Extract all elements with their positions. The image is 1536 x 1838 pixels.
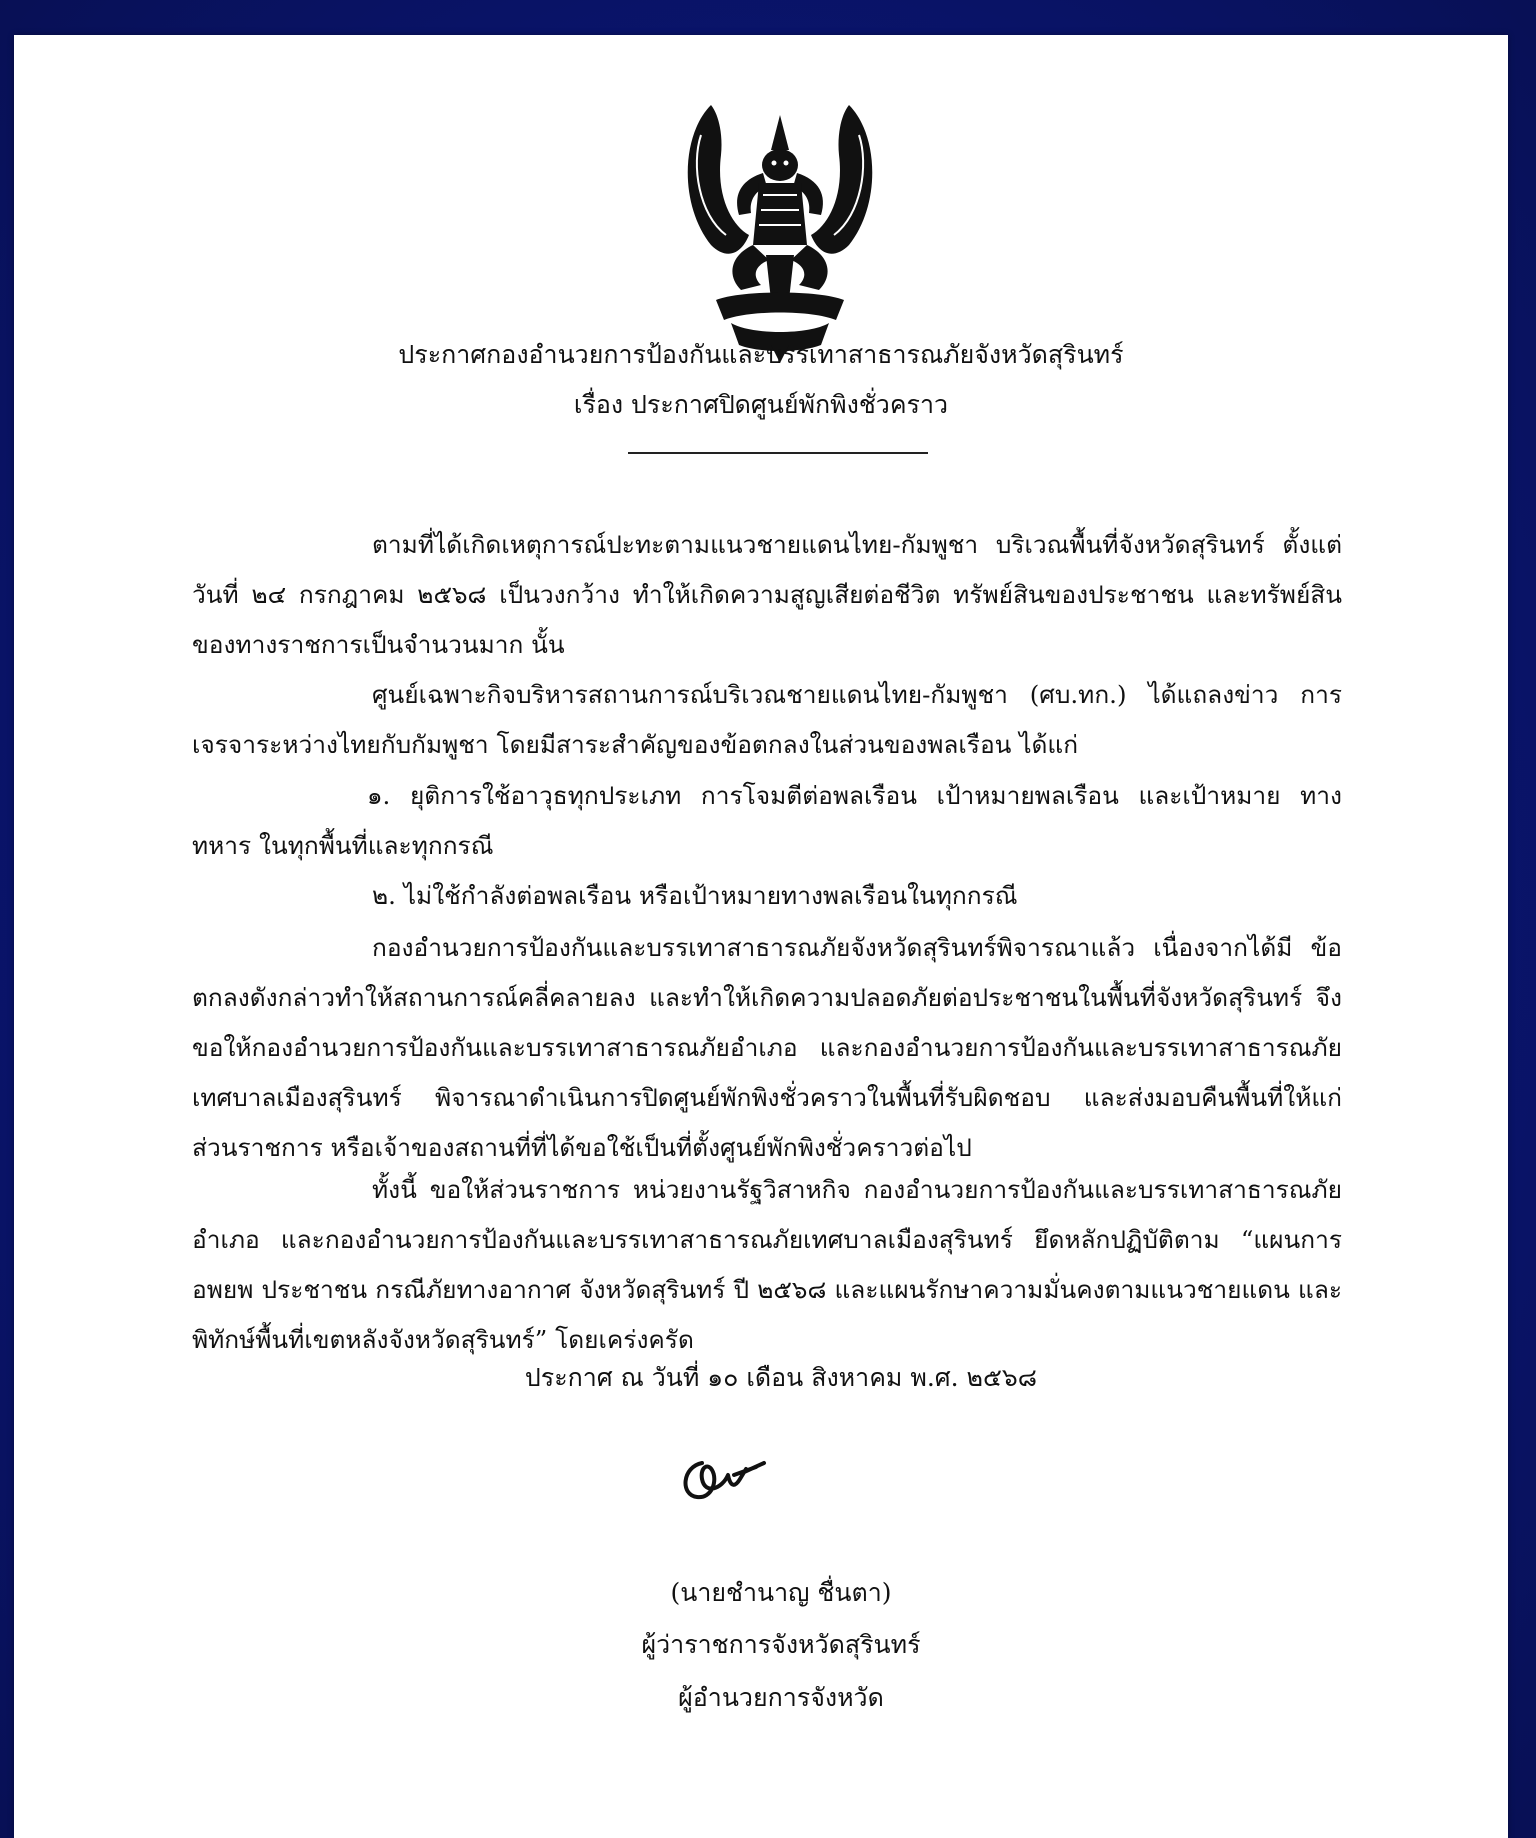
signature-image [672,1445,772,1513]
signatory-title-director: ผู้อำนวยการจังหวัด [678,1683,884,1712]
list-item-1: ๑. ยุติการใช้อาวุธทุกประเภท การโจมตีต่อพลเรือน เป้าหมายพลเรือน และเป้าหมาย ทางทหาร ในทุกพื้นที่และทุกกรณี [192,781,1342,860]
divider [628,452,928,454]
announcement-title: ประกาศกองอำนวยการป้องกันและบรรเทาสาธารณภัยจังหวัดสุรินทร์ [398,340,1124,369]
body-paragraph-4: ทั้งนี้ ขอให้ส่วนราชการ หน่วยงานรัฐวิสาหกิจ กองอำนวยการป้องกันและบรรเทาสาธารณภัยอำเภอ และกองอำนวยการป้องกันและบรรเทาสาธารณภัยเทศบาลเมืองสุรินทร์ ยึดหลักปฏิบัติตาม “แผนการอพยพ ประชาชน กรณีภัยทางอากาศ จังหวัดสุรินทร์ ปี ๒๕๖๘ และแผนรักษาความมั่นคงตามแนวชายแดน และพิทักษ์พื้นที่เขตหลังจังหวัดสุรินทร์” โดยเคร่งครัด [192,1175,1342,1354]
list-item-2: ๒. ไม่ใช้กำลังต่อพลเรือน หรือเป้าหมายทางพลเรือนในทุกกรณี [372,881,1018,910]
document-page [14,35,1508,1838]
proclamation-date: ประกาศ ณ วันที่ ๑๐ เดือน สิงหาคม พ.ศ. ๒๕๖๘ [524,1363,1038,1392]
garuda-emblem-icon [671,95,889,363]
announcement-subject: เรื่อง ประกาศปิดศูนย์พักพิงชั่วคราว [573,390,949,419]
signatory-title-governor: ผู้ว่าราชการจังหวัดสุรินทร์ [641,1630,921,1659]
signatory-name: (นายชำนาญ ชื่นตา) [670,1578,892,1607]
body-paragraph-2: ศูนย์เฉพาะกิจบริหารสถานการณ์บริเวณชายแดนไทย-กัมพูชา (ศบ.ทก.) ได้แถลงข่าว การเจรจาระหว่างไทยกับกัมพูชา โดยมีสาระสำคัญของข้อตกลงในส่วนของพลเรือน ได้แก่ [192,680,1342,759]
body-paragraph-3: กองอำนวยการป้องกันและบรรเทาสาธารณภัยจังหวัดสุรินทร์พิจารณาแล้ว เนื่องจากได้มี ข้อตกลงดังกล่าวทำให้สถานการณ์คลี่คลายลง และทำให้เกิดความปลอดภัยต่อประชาชนในพื้นที่จังหวัดสุรินทร์ จึงขอให้กองอำนวยการป้องกันและบรรเทาสาธารณภัยอำเภอ และกองอำนวยการป้องกันและบรรเทาสาธารณภัย เทศบาลเมืองสุรินทร์ พิจารณาดำเนินการปิดศูนย์พักพิงชั่วคราวในพื้นที่รับผิดชอบ และส่งมอบคืนพื้นที่ให้แก่ ส่วนราชการ หรือเจ้าของสถานที่ที่ได้ขอใช้เป็นที่ตั้งศูนย์พักพิงชั่วคราวต่อไป [192,933,1342,1162]
body-paragraph-1: ตามที่ได้เกิดเหตุการณ์ปะทะตามแนวชายแดนไทย-กัมพูชา บริเวณพื้นที่จังหวัดสุรินทร์ ตั้งแต่วันที่ ๒๔ กรกฎาคม ๒๕๖๘ เป็นวงกว้าง ทำให้เกิดความสูญเสียต่อชีวิต ทรัพย์สินของประชาชน และทรัพย์สินของทางราชการเป็นจำนวนมาก นั้น [192,530,1342,659]
